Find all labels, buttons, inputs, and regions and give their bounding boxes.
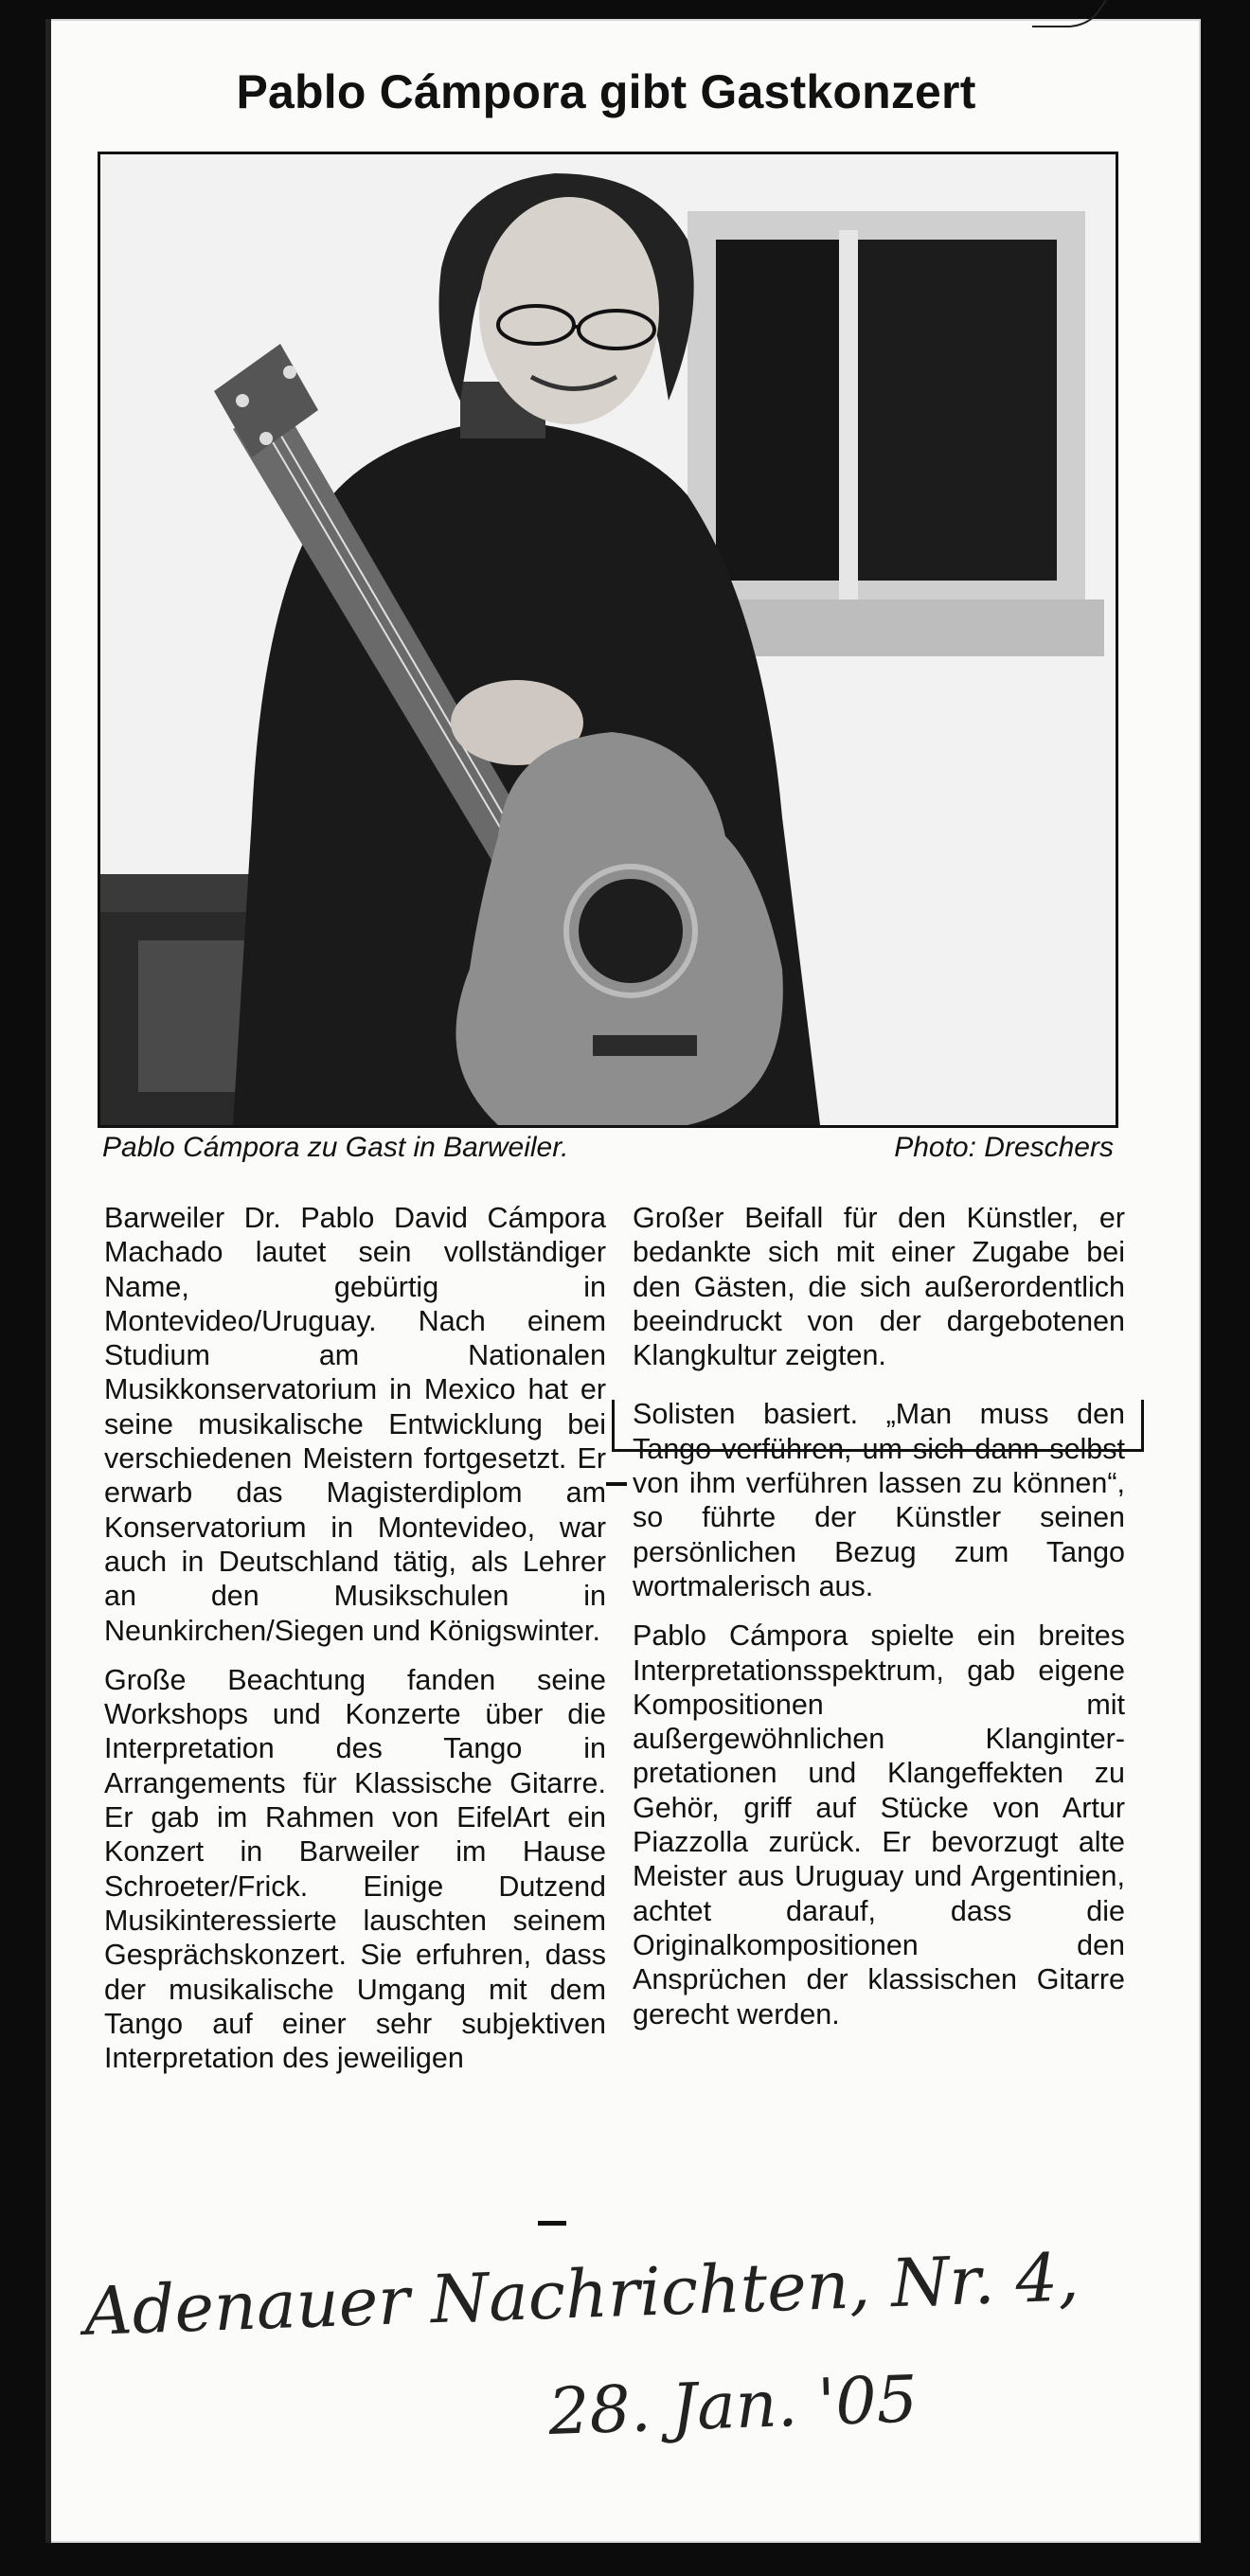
- fold-corner: [0, 0, 1250, 57]
- paragraph-continued-box: Großer Beifall für den Künstler, er bedankte sich mit einer Zugabe bei den Gästen, die sich außerordentlich beeindruckt von der dargebotenen Klangkultur zeigten.: [633, 1202, 1125, 1372]
- continuation-mark: [538, 2221, 566, 2226]
- handwritten-line1: Adenauer Nachrichten, Nr. 4,: [82, 2238, 1080, 2351]
- article-headline: Pablo Cámpora gibt Gastkonzert: [236, 65, 976, 118]
- photo-caption: Pablo Cámpora zu Gast in Barweiler.: [102, 1132, 569, 1163]
- article-photo: [98, 152, 1118, 1128]
- layout-bracket-mark: [612, 1400, 1144, 1452]
- paragraph: Solisten basiert. „Man muss den Tango verführen, um sich dann selbst von ihm verführen lassen zu können“, so führte der Künstler seinen persönlichen Bezug zum Tango wortmalerisch aus.: [633, 1398, 1125, 1602]
- article-column-left: [104, 1201, 606, 2090]
- handwritten-line2: 28. Jan. '05: [546, 2362, 920, 2450]
- paragraph: Barweiler Dr. Pablo David Cámpora Machado lautet sein vollständiger Name, gebürtig in Montevideo/Uruguay. Nach einem Studium am Nationalen Musikkonservatorium in Mexico hat er seine musikalische Entwicklung bei verschiedenen Meistern fortgesetzt. Er erwarb das Magisterdiplom am Konservatorium in Montevideo, war auch in Deutschland tätig, als Lehrer an den Musikschulen in Neunkirchen/Siegen und Königswinter.: [104, 1202, 606, 1647]
- article-column-right: [633, 1201, 1125, 2047]
- paragraph: Große Beachtung fanden seine Workshops und Konzerte über die Interpretation des Tango in Arrangements für Klassische Gitarre. Er gab im Rahmen von EifelArt ein Konzert in Barweiler im Hause Schroeter/Frick. Einige Dutzend Musikinteressierte lauschten seinem Gesprächskonzert. Sie erfuhren, dass der musikalische Umgang mit dem Tango auf einer sehr subjektiven Interpretation des jeweiligen: [104, 1663, 606, 2075]
- guitarist-photo: [100, 154, 1116, 1125]
- photo-credit: Photo: Dreschers: [894, 1132, 1114, 1163]
- continuation-mark: [606, 1482, 627, 1486]
- handwritten-source-note: [0, 2230, 1250, 2458]
- clipping-left-edge: [45, 19, 51, 2543]
- paragraph: Pablo Cámpora spielte ein breites Interpretationsspektrum, gab eigene Kompositionen mit außergewöhnlichen Klanginterpretationen und Klangeffekten zu Gehör, griff auf Stücke von Artur Piazzolla zurück. Er bevorzugt alte Meister aus Uruguay und Argentinien, achtet darauf, dass die Originalkompositionen den Ansprüchen der klassischen Gitarre gerecht werden.: [633, 1619, 1125, 2030]
